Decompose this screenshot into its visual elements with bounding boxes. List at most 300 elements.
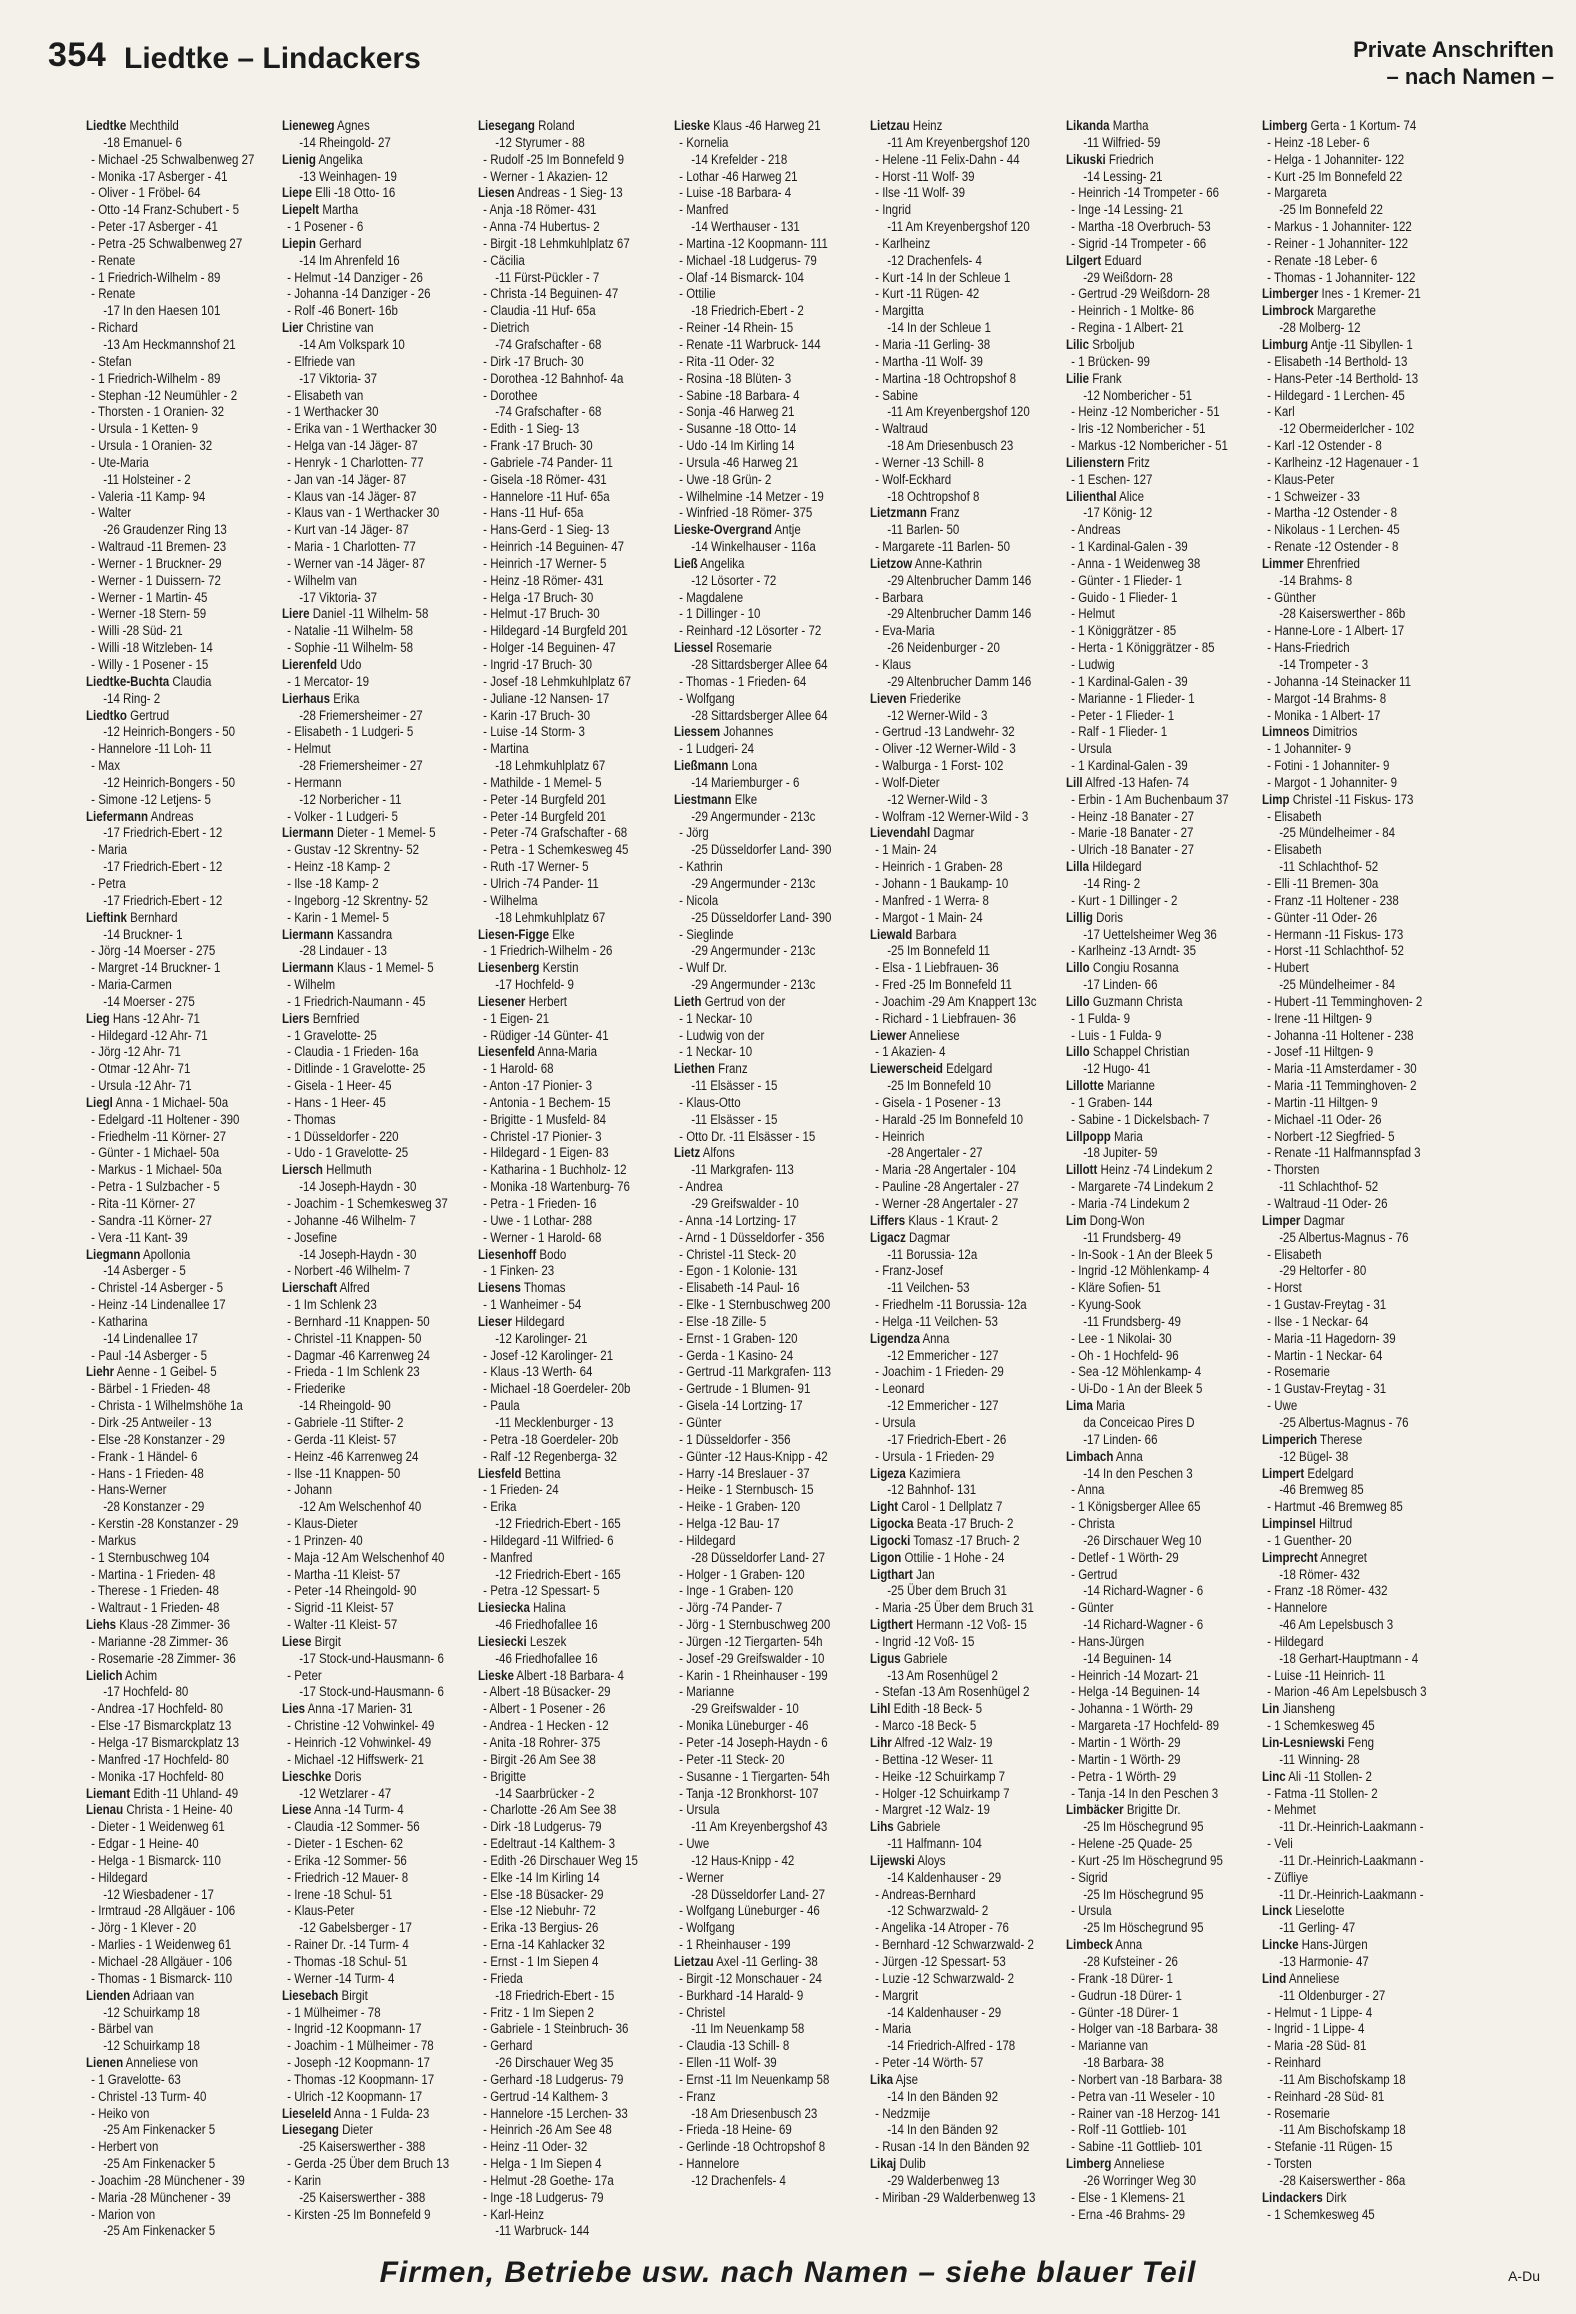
surname: Lihs [870, 1819, 894, 1835]
directory-entry: -46 Bremweg 85 [1279, 1482, 1364, 1498]
directory-entry: -29 Altenbrucher Damm 146 [887, 572, 1032, 588]
directory-entry: - Ralf - 1 Flieder- 1 [1071, 724, 1168, 740]
directory-entry: -12 Bahnhof- 131 [887, 1482, 977, 1498]
surname: Lilgert [1066, 252, 1102, 268]
surname: Liehr [86, 1364, 115, 1380]
directory-entry: - Helga van -14 Jäger- 87 [287, 438, 418, 454]
directory-entry: -29 Altenbrucher Damm 146 [887, 673, 1032, 689]
directory-entry: - Kläre Sofien- 51 [1071, 1280, 1161, 1296]
directory-entry: Liesener Herbert [478, 993, 567, 1009]
surname: Limbrock [1262, 303, 1314, 319]
directory-entry: - Kurt -25 Im Bonnefeld 22 [1267, 168, 1403, 184]
directory-entry: - Anja -18 Römer- 431 [483, 202, 597, 218]
directory-entry: -14 Asberger - 5 [103, 1263, 186, 1279]
directory-entry: - Michael -11 Oder- 26 [1267, 1111, 1382, 1127]
directory-entry: Limbeck Anna [1066, 1937, 1143, 1953]
directory-entry: Limberg Gerta - 1 Kortum- 74 [1262, 118, 1417, 133]
directory-entry: - Marianne -28 Zimmer- 36 [91, 1633, 229, 1649]
directory-entry: -11 Am Kreyenbergshof 43 [691, 1819, 828, 1835]
surname: Lieg [86, 1010, 110, 1026]
directory-entry: -17 Hochfeld- 9 [495, 977, 574, 993]
directory-entry: - Christel -14 Asberger - 5 [91, 1280, 224, 1296]
directory-entry: - Else -12 Niebuhr- 72 [483, 1903, 596, 1919]
directory-entry: -17 Stock-und-Hausmann- 6 [299, 1650, 444, 1666]
directory-entry: Liegmann Apollonia [86, 1246, 191, 1262]
surname: Ligacz [870, 1229, 906, 1245]
page-header [0, 0, 1576, 105]
directory-entry: - Claudia -11 Huf- 65a [483, 303, 596, 319]
directory-entry: -25 Im Höschegrund 95 [1083, 1819, 1204, 1835]
directory-entry: -29 Weißdorn- 28 [1083, 269, 1173, 285]
directory-entry: - Elke - 1 Sternbuschweg 200 [679, 1297, 831, 1313]
directory-entry: -28 Kaiserswerther - 86b [1279, 606, 1406, 622]
surname: Lin-Lesniewski [1262, 1735, 1345, 1750]
directory-entry: - Margot - 1 Main- 24 [875, 909, 983, 925]
directory-entry: - 1 Schemkesweg 45 [1267, 1718, 1375, 1734]
directory-entry: -11 Halfmann- 104 [887, 1836, 982, 1852]
directory-entry: - Claudia -12 Sommer- 56 [287, 1819, 420, 1835]
directory-entry: - Thomas [287, 1111, 336, 1127]
surname: Liesenhoff [478, 1246, 537, 1262]
surname: Ligon [870, 1549, 902, 1565]
surname: Lilienthal [1066, 488, 1117, 504]
surname: Ligocka [870, 1516, 914, 1532]
directory-entry: Likaj Dulib [870, 2156, 926, 2172]
directory-entry: - Martina [483, 741, 529, 757]
surname: Lienen [86, 2055, 124, 2071]
directory-entry: - Peter -11 Steck- 20 [679, 1751, 785, 1767]
directory-entry: - Günter -18 Dürer- 1 [1071, 2004, 1179, 2020]
directory-entry: - Willy - 1 Posener - 15 [91, 657, 209, 672]
directory-entry: - Heinrich - 1 Moltke- 86 [1071, 303, 1195, 319]
directory-entry: - Hannelore [679, 2156, 740, 2172]
surname: Limbeck [1066, 1937, 1113, 1953]
directory-entry: -12 Norbericher - 11 [299, 791, 402, 807]
directory-entry: Lieth Gertrud von der [674, 993, 786, 1009]
directory-entry: - Heinz -14 Lindenallee 17 [91, 1297, 226, 1313]
directory-entry: - 1 Werthacker 30 [287, 404, 379, 420]
directory-entry: - 1 Gravelotte- 63 [91, 2071, 181, 2087]
directory-entry: - Werner - 1 Akazien- 12 [483, 168, 608, 184]
directory-entry: -25 Düsseldorfer Land- 390 [691, 842, 832, 858]
directory-entry: Liesen Andreas - 1 Sieg- 13 [478, 185, 623, 201]
directory-entry: - Karin - 1 Rheinhauser - 199 [679, 1667, 828, 1683]
directory-entry: - Ilse -11 Wolf- 39 [875, 185, 965, 201]
directory-entry: - Margareta -17 Hochfeld- 89 [1071, 1718, 1220, 1734]
directory-entry: - Dirk -25 Antweiler - 13 [91, 1414, 212, 1430]
directory-entry: - Ursula [1071, 741, 1112, 757]
directory-entry: - 1 Kardinal-Galen - 39 [1071, 539, 1188, 555]
directory-entry: - Martha -12 Ostender - 8 [1267, 505, 1398, 521]
directory-entry: - Maria [91, 842, 127, 858]
directory-entry: - Antonia - 1 Bechem- 15 [483, 1094, 611, 1110]
directory-entry: - Ottilie [679, 286, 716, 302]
directory-entry: - Katharina - 1 Buchholz- 12 [483, 1162, 627, 1178]
directory-entry: Limp Christel -11 Fiskus- 173 [1262, 791, 1414, 807]
directory-entry: - Horst -11 Schlachthof- 52 [1267, 943, 1404, 959]
directory-entry: Ligon Ottilie - 1 Hohe - 24 [870, 1549, 1005, 1565]
surname: Liermann [282, 960, 334, 976]
surname: Linc [1262, 1768, 1286, 1784]
directory-entry: - Torsten [1267, 2156, 1312, 2172]
surname: Liesen-Figge [478, 926, 550, 942]
directory-entry: -18 Am Driesenbusch 23 [887, 438, 1014, 454]
directory-entry: - Renate -11 Warbruck- 144 [679, 336, 821, 352]
directory-entry: - Hildegard -14 Burgfeld 201 [483, 623, 628, 639]
directory-entry: Limberg Anneliese [1066, 2156, 1165, 2172]
directory-entry: -46 Friedhofallee 16 [495, 1617, 598, 1633]
directory-entry: - Gertrud -13 Landwehr- 32 [875, 724, 1015, 740]
directory-entry: - Sophie -11 Wilhelm- 58 [287, 640, 414, 656]
directory-entry: - Willi -18 Witzleben- 14 [91, 640, 213, 656]
directory-entry: - Peter -17 Asberger - 41 [91, 219, 218, 235]
directory-entry: -74 Grafschafter - 68 [495, 404, 602, 420]
surname: Lietz [674, 1145, 701, 1161]
directory-entry: - Gerda -25 Über dem Bruch 13 [287, 2156, 450, 2172]
directory-entry: Lillotte Marianne [1066, 1078, 1155, 1094]
directory-entry: -14 Moerser - 275 [103, 993, 195, 1009]
directory-entry: -11 Holsteiner - 2 [103, 471, 191, 487]
directory-entry: -28 Angertaler - 27 [887, 1145, 983, 1161]
directory-entry: - 1 Rheinhauser - 199 [679, 1937, 791, 1953]
directory-entry: -14 Lessing- 21 [1083, 168, 1163, 184]
directory-entry: - Hannelore [1267, 1600, 1328, 1616]
directory-entry: -28 Sittardsberger Allee 64 [691, 707, 828, 723]
directory-entry: Lilgert Eduard [1066, 252, 1142, 268]
directory-entry: - Karlheinz [875, 235, 931, 251]
directory-entry: -11 Elsässer - 15 [691, 1111, 778, 1127]
directory-entry: - Walter -11 Kleist- 57 [287, 1617, 398, 1633]
directory-entry: - Ingrid -12 Koopmann- 17 [287, 2021, 422, 2037]
directory-entry: Liermann Kassandra [282, 926, 393, 942]
directory-entry: - Inge - 1 Graben- 120 [679, 1583, 794, 1599]
directory-entry: - Margot -14 Brahms- 8 [1267, 690, 1387, 706]
directory-entry: Lieske Klaus -46 Harweg 21 [674, 118, 821, 133]
directory-entry: - Cäcilia [483, 252, 525, 268]
directory-entry: Limmer Ehrenfried [1262, 555, 1360, 571]
surname: Limmer [1262, 555, 1304, 571]
directory-entry: -14 In den Bänden 92 [887, 2088, 998, 2104]
directory-entry: - Volker - 1 Ludgeri- 5 [287, 808, 398, 824]
surname: Lin [1262, 1701, 1280, 1717]
directory-entry: - Guido - 1 Flieder- 1 [1071, 589, 1178, 605]
directory-entry: - Helmut -28 Goethe- 17a [483, 2172, 614, 2188]
directory-entry: - Margot - 1 Johanniter- 9 [1267, 774, 1398, 790]
directory-entry: - Jörg [679, 825, 709, 841]
directory-entry: - Kirsten -25 Im Bonnefeld 9 [287, 2206, 431, 2222]
directory-entry: - Jörg - 1 Sternbuschweg 200 [679, 1617, 831, 1633]
directory-entry: - Kerstin -28 Konstanzer - 29 [91, 1516, 239, 1532]
directory-entry: - Christel [679, 2004, 726, 2020]
directory-entry: Lihs Gabriele [870, 1819, 941, 1835]
directory-entry: -14 Saarbrücker - 2 [495, 1785, 595, 1801]
directory-entry: - 1 Kardinal-Galen - 39 [1071, 758, 1188, 774]
directory-entry: -18 Römer- 432 [1279, 1566, 1360, 1582]
directory-entry: -18 Gerhart-Hauptmann - 4 [1279, 1650, 1419, 1666]
directory-entry: - Kurt -14 In der Schleue 1 [875, 269, 1011, 285]
directory-entry: - Anna - 1 Weidenweg 38 [1071, 555, 1201, 571]
directory-entry: - Vera -11 Kant- 39 [91, 1229, 188, 1245]
surname: Liedtke-Buchta [86, 673, 170, 689]
directory-entry: - Martha -11 Wolf- 39 [875, 353, 983, 369]
directory-entry: - Elisabeth [1267, 1246, 1322, 1262]
directory-entry: - Sigrid -14 Trompeter - 66 [1071, 235, 1207, 251]
directory-entry: - Martin - 1 Wörth- 29 [1071, 1751, 1181, 1767]
directory-entry: Ligocki Tomasz -17 Bruch- 2 [870, 1532, 1020, 1548]
directory-column [478, 118, 641, 2240]
directory-entry: - Rusan -14 In den Bänden 92 [875, 2139, 1030, 2155]
directory-entry: - Michael -18 Ludgerus- 79 [679, 252, 817, 268]
directory-entry: - 1 Gustav-Freytag - 31 [1267, 1381, 1387, 1397]
directory-entry: - Dorothee [483, 387, 538, 403]
surname: Limburg [1262, 336, 1309, 352]
directory-entry: - Eva-Maria [875, 623, 935, 639]
surname: Liersch [282, 1162, 323, 1178]
directory-entry: - Petra - 1 Schemkesweg 45 [483, 842, 629, 858]
directory-entry: - Thorsten [1267, 1162, 1320, 1178]
surname: Likuski [1066, 151, 1106, 167]
directory-entry: -46 Friedhofallee 16 [495, 1650, 598, 1666]
surname: Liesiecki [478, 1633, 527, 1649]
directory-entry: - Friedhelm -11 Borussia- 12a [875, 1297, 1027, 1313]
directory-entry: -11 Mecklenburger - 13 [495, 1414, 614, 1430]
surname: Lierschaft [282, 1280, 338, 1296]
footer-note: Firmen, Betriebe usw. nach Namen – siehe blauer Teil [379, 2256, 1197, 2289]
directory-entry: - Thomas - 1 Frieden- 64 [679, 673, 807, 689]
directory-entry: - Petra -25 Schwalbenweg 27 [91, 235, 243, 251]
directory-entry: - Ingrid [875, 202, 912, 218]
directory-entry: - Marion -46 Am Lepelsbusch 3 [1267, 1684, 1427, 1700]
directory-entry: - Gustav -12 Skrentny- 52 [287, 842, 420, 858]
directory-entry: - Peter -74 Grafschafter - 68 [483, 825, 628, 841]
surname: Lillott [1066, 1162, 1098, 1178]
directory-entry: - Manfred [679, 202, 729, 218]
directory-entry: - Ruth -17 Werner- 5 [483, 859, 589, 875]
directory-entry: - 1 Friedrich-Wilhelm - 89 [91, 269, 221, 285]
directory-entry: - Edelgard -11 Holtener - 390 [91, 1111, 240, 1127]
directory-entry: - Waltraut - 1 Frieden- 48 [91, 1600, 220, 1616]
directory-entry: -11 Am Bischofskamp 18 [1279, 2122, 1406, 2138]
directory-entry: - Richard [91, 320, 138, 336]
directory-entry: -17 Linden- 66 [1083, 1431, 1158, 1447]
directory-entry: - 1 Kardinal-Galen - 39 [1071, 673, 1188, 689]
directory-entry: -14 Ring- 2 [1083, 875, 1141, 891]
directory-entry: - Erika van - 1 Werthacker 30 [287, 421, 437, 437]
directory-entry: -25 Düsseldorfer Land- 390 [691, 909, 832, 925]
directory-entry: - Sea -12 Möhlenkamp- 4 [1071, 1364, 1202, 1380]
directory-entry: - Hubert -11 Temminghoven- 2 [1267, 993, 1423, 1009]
directory-entry: Liessel Rosemarie [674, 640, 772, 656]
directory-entry: - Marlies - 1 Weidenweg 61 [91, 1937, 232, 1953]
directory-entry: Lillott Heinz -74 Lindekum 2 [1066, 1162, 1213, 1178]
surname: Lierhaus [282, 690, 330, 706]
directory-entry: - 1 Brücken- 99 [1071, 353, 1150, 369]
directory-entry: Lieftink Bernhard [86, 909, 178, 925]
directory-entry: Ligthert Hermann -12 Voß- 15 [870, 1617, 1027, 1633]
directory-entry: - Sabine -18 Barbara- 4 [679, 387, 800, 403]
directory-entry: - Hildegard [1267, 1633, 1324, 1649]
running-title: Liedtke – Lindackers [124, 42, 421, 75]
directory-entry: -25 Mündelheimer - 84 [1279, 825, 1396, 841]
directory-entry: - Mehmet [1267, 1802, 1316, 1818]
directory-entry: - Helga - 1 Im Siepen 4 [483, 2156, 602, 2172]
directory-entry: - Johann - 1 Baukamp- 10 [875, 875, 1009, 891]
directory-entry: Lillo Guzmann Christa [1066, 993, 1183, 1009]
directory-entry: - Ingeborg -12 Skrentny- 52 [287, 892, 428, 908]
directory-entry: - 1 Mercator- 19 [287, 673, 370, 689]
directory-entry: - Petra - 1 Frieden- 16 [483, 1196, 597, 1211]
directory-entry: - Susanne - 1 Tiergarten- 54h [679, 1768, 830, 1784]
surname: Lieneweg [282, 118, 335, 133]
directory-entry: - 1 Gustav-Freytag - 31 [1267, 1297, 1387, 1313]
directory-entry: - Fred -25 Im Bonnefeld 11 [875, 977, 1012, 993]
directory-entry: - Dieter - 1 Eschen- 62 [287, 1836, 404, 1852]
directory-entry: - Andreas [1071, 522, 1121, 538]
directory-entry: - Regina - 1 Albert- 21 [1071, 320, 1184, 336]
directory-entry: -12 Werner-Wild - 3 [887, 791, 988, 807]
directory-entry: - Klaus-Peter [1267, 471, 1335, 487]
directory-entry: - Hildegard - 1 Lerchen- 45 [1267, 387, 1405, 403]
directory-entry: - Nicola [679, 892, 719, 908]
directory-entry: - 1 Schemkesweg 45 [1267, 2206, 1375, 2222]
directory-entry: - Maria -28 Süd- 81 [1267, 2038, 1367, 2054]
directory-entry: Ligocka Beata -17 Bruch- 2 [870, 1516, 1014, 1532]
directory-entry: - Ingrid -17 Bruch- 30 [483, 657, 592, 672]
directory-entry: -18 Jupiter- 59 [1083, 1145, 1158, 1161]
surname: Likaj [870, 2156, 897, 2172]
surname: Ligendza [870, 1330, 920, 1346]
directory-entry: -14 Rheingold- 90 [299, 1398, 391, 1414]
directory-entry: - Heinrich - 1 Graben- 28 [875, 859, 1003, 875]
directory-entry: - Luise -11 Heinrich- 11 [1267, 1667, 1386, 1683]
directory-entry: -11 Dr.-Heinrich-Laakmann - [1279, 1819, 1424, 1835]
directory-entry: - Horst [1267, 1280, 1302, 1296]
directory-entry: - 1 Finken- 23 [483, 1263, 555, 1279]
directory-entry: - Karl [1267, 404, 1295, 420]
directory-entry: - Hildegard [679, 1532, 736, 1548]
surname: Liessem [674, 724, 721, 740]
directory-entry: Limpert Edelgard [1262, 1465, 1354, 1481]
directory-entry: - Karin -17 Bruch- 30 [483, 707, 591, 723]
directory-entry: - Hildegard -11 Wilfried- 6 [483, 1532, 614, 1548]
directory-entry: -11 Schlachthof- 52 [1279, 1179, 1379, 1195]
directory-entry: -11 Veilchen- 53 [887, 1280, 970, 1296]
directory-entry: - Manfred - 1 Werra- 8 [875, 892, 989, 908]
directory-entry: - Marianne van [1071, 2038, 1148, 2054]
directory-entry: - Josef -18 Lehmkuhlplatz 67 [483, 673, 632, 689]
directory-entry: - Ursula [875, 1414, 916, 1430]
directory-entry: -25 Im Bonnefeld 10 [887, 1078, 991, 1094]
surname: Liesens [478, 1280, 521, 1296]
directory-entry: Ligthart Jan [870, 1566, 935, 1582]
directory-entry: -25 Im Höschegrund 95 [1083, 1920, 1204, 1936]
directory-entry: - Udo -14 Im Kirling 14 [679, 438, 795, 454]
surname: Liessel [674, 640, 714, 656]
directory-entry: - Bernhard -11 Knappen- 50 [287, 1313, 430, 1329]
surname: Liesenfeld [478, 1044, 535, 1060]
directory-entry: - Elisabeth -14 Paul- 16 [679, 1280, 800, 1296]
surname: Liesegang [282, 2122, 339, 2138]
surname: Liedtke [86, 118, 127, 133]
directory-entry: - Herbert von [91, 2139, 159, 2155]
directory-entry: - Helga -11 Veilchen- 53 [875, 1313, 998, 1329]
surname: Lier [282, 320, 304, 336]
directory-entry: - Rosina -18 Blüten- 3 [679, 370, 792, 386]
directory-entry: Lindackers Dirk [1262, 2189, 1347, 2205]
directory-entry: - Heinz -18 Banater - 27 [1071, 808, 1195, 824]
directory-columns [86, 118, 1562, 2239]
directory-entry: -17 Linden- 66 [1083, 977, 1158, 993]
directory-entry: -11 Dr.-Heinrich-Laakmann - [1279, 1852, 1424, 1868]
directory-entry: - Margitta [875, 303, 924, 319]
directory-entry: - Birgit -18 Lehmkuhlplatz 67 [483, 235, 630, 251]
directory-entry: -12 Emmericher - 127 [887, 1347, 999, 1363]
directory-entry: - Thomas - 1 Johanniter- 122 [1267, 269, 1416, 285]
directory-entry: -25 Kaiserswerther - 388 [299, 2189, 426, 2205]
directory-entry: - Andreas-Bernhard [875, 1886, 976, 1902]
directory-entry: - Petra [91, 875, 126, 891]
directory-entry: - Wulf Dr. [679, 960, 727, 976]
directory-entry: Liermann Dieter - 1 Memel- 5 [282, 825, 436, 841]
directory-entry: - Maria - 1 Charlotten- 77 [287, 539, 416, 555]
directory-entry: Liefermann Andreas [86, 808, 194, 824]
directory-entry: - Elli -11 Bremen- 30a [1267, 875, 1379, 891]
directory-entry: -11 Wilfried- 59 [1083, 134, 1161, 150]
directory-entry: - Luzie -12 Schwarzwald- 2 [875, 1970, 1015, 1986]
directory-entry: - Else -17 Bismarckplatz 13 [91, 1718, 232, 1734]
directory-entry: - Martha -18 Overbruch- 53 [1071, 219, 1211, 235]
directory-entry: -29 Heltorfer - 80 [1279, 1263, 1367, 1279]
directory-entry: Limburg Antje -11 Sibyllen- 1 [1262, 336, 1413, 352]
directory-entry: - Barbara [875, 589, 924, 605]
directory-entry: -11 Barlen- 50 [887, 522, 960, 538]
directory-entry: Lillpopp Maria [1066, 1128, 1143, 1144]
directory-entry: - Hildegard -12 Ahr- 71 [91, 1027, 208, 1043]
directory-entry: - Franz-Josef [875, 1263, 943, 1279]
directory-entry: -12 Lösorter - 72 [691, 572, 777, 588]
directory-entry: - Franz -11 Holtener - 238 [1267, 892, 1399, 908]
directory-entry: -11 Oldenburger - 27 [1279, 1987, 1386, 2003]
directory-entry: - Gabriele -11 Stifter- 2 [287, 1414, 404, 1430]
directory-entry: - Rolf -46 Bonert- 16b [287, 303, 398, 319]
directory-entry: - Claudia - 1 Frieden- 16a [287, 1044, 419, 1060]
directory-entry: Lieske-Overgrand Antje [674, 522, 801, 538]
directory-entry: - Ursula - 1 Frieden- 29 [875, 1448, 995, 1464]
surname: Lietzow [870, 555, 913, 571]
directory-entry: - Albert -18 Büsacker- 29 [483, 1684, 611, 1700]
directory-entry: - Elisabeth - 1 Ludgeri- 5 [287, 724, 414, 740]
directory-entry: -14 Lindenallee 17 [103, 1330, 198, 1346]
directory-entry: - Ilse -11 Knappen- 50 [287, 1465, 401, 1481]
surname: Lienden [86, 1987, 131, 2003]
directory-entry: -12 Gabelsberger - 17 [299, 1920, 412, 1936]
directory-entry: - 1 Düsseldorfer - 220 [287, 1128, 399, 1144]
directory-column [282, 118, 450, 2240]
directory-entry: - Reiner - 1 Johanniter- 122 [1267, 235, 1408, 251]
directory-entry: -17 Friedrich-Ebert - 12 [103, 892, 223, 908]
directory-entry: -14 Werthauser - 131 [691, 219, 800, 235]
directory-entry: - Anna [1071, 1482, 1105, 1498]
directory-entry: -14 Im Ahrenfeld 16 [299, 252, 400, 268]
directory-entry: - Josef -29 Greifswalder - 10 [679, 1650, 825, 1666]
directory-entry: - Else -18 Büsacker- 29 [483, 1886, 604, 1902]
directory-entry: Ligus Gabriele [870, 1650, 948, 1666]
directory-entry: - Kurt -11 Rügen- 42 [875, 286, 980, 302]
directory-entry: -14 Joseph-Haydn - 30 [299, 1179, 417, 1195]
directory-entry: - Martha -11 Kleist- 57 [287, 1566, 401, 1582]
directory-entry: - Heinrich [875, 1128, 925, 1144]
directory-entry: - Ursula [679, 1802, 720, 1818]
